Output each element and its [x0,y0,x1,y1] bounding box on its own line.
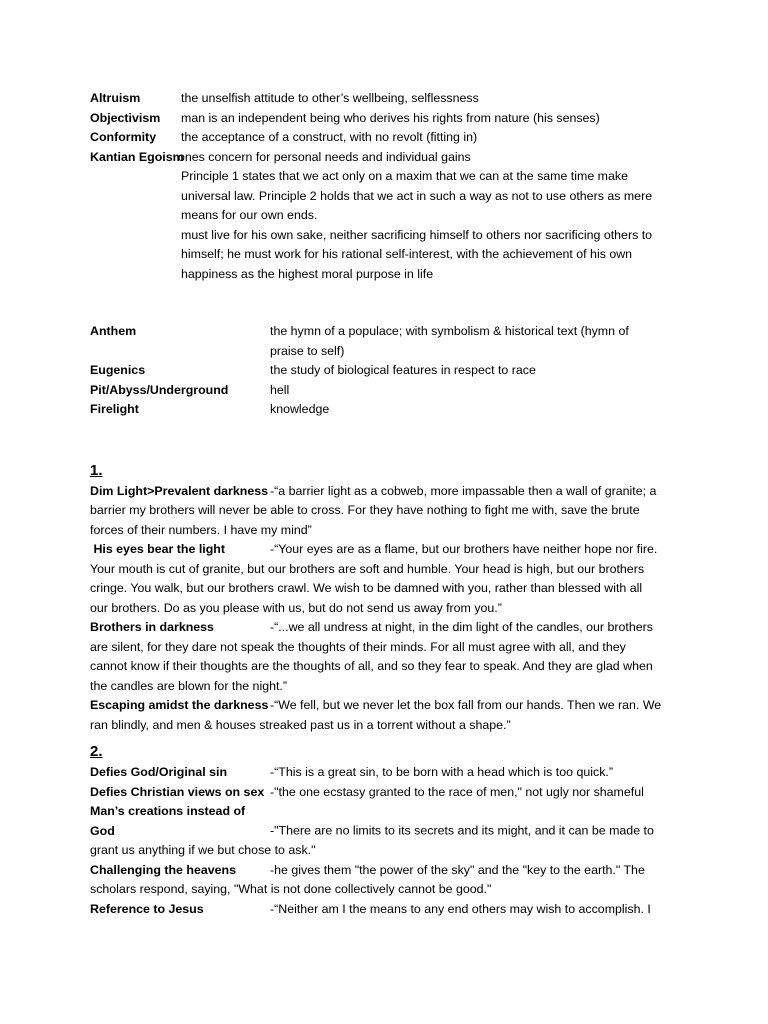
quote-line: -he gives them "the power of the sky" and the "key to the earth." The [270,862,645,877]
glossary-row [90,400,680,420]
glossary-term: Altruism [90,91,141,105]
quote-entry [90,900,680,920]
glossary-term: Eugenics [90,363,146,377]
section-number: 1. [90,461,103,479]
quote-line: -"the one ecstasy granted to the race of men," not ugly nor shameful [270,784,644,799]
entry-label: Escaping amidst the darkness [90,698,269,712]
quote-line: scholars respond, saying, "What is not done collectively cannot be good." [90,882,492,896]
glossary-b [90,322,680,420]
kantian-line: must live for his own sake, neither sacrificing himself to others nor sacrificing others to [181,227,653,242]
entry-label: Man’s creations instead of God [90,804,246,838]
glossary-term: Pit/Abyss/Underground [90,382,229,397]
glossary-definition: the study of biological features in respect to race [270,363,536,377]
glossary-term: Conformity [90,130,157,144]
glossary-row [90,361,680,381]
entry-label: Defies God/Original sin [90,765,228,779]
entry-label: Defies Christian views on sex [90,784,265,799]
kantian-line: Principle 1 states that we act only on a maxim that we can at the same time make [181,169,628,183]
glossary-term: Kantian Egoism [90,149,184,164]
section-number: 2. [90,743,103,760]
quote-entry [90,763,680,783]
quote-line: cringe. You walk, but our brothers crawl. We wish to be damned with you, rather than blessed with all [90,581,643,595]
quote-line: -“a barrier light as a cobweb, more impassable then a wall of granite; a [270,483,657,498]
glossary-row [90,148,680,168]
quote-entry [90,696,680,735]
glossary-definition: ones concern for personal needs and individual gains [178,149,471,164]
glossary-row [90,109,680,129]
section-2 [90,763,680,919]
quote-line: our brothers. Do as you please with us, but do not send us away from you.” [90,600,502,615]
entry-label: His eyes bear the light [90,542,225,556]
entry-label: Challenging the heavens [90,862,236,877]
glossary-definition: knowledge [270,402,330,416]
kantian-line: himself; he must work for his rational self-interest, with the achievement of his own [181,247,633,261]
entry-label: Brothers in darkness [90,620,214,634]
quote-line: grant us anything if we but chose to ask." [90,843,316,857]
glossary-definition: the acceptance of a construct, with no revolt (fitting in) [181,130,478,144]
glossary-definition: the hymn of a populace; with symbolism & historical text (hymn of [270,324,629,338]
quote-line: Your mouth is cut of granite, but our brothers are soft and humble. Your head is high, but our brothers [90,561,645,576]
quote-line: forces of their numbers. I have my mind” [90,522,312,537]
quote-line: ran blindly, and men & houses streaked past us in a torrent without a shape.” [90,717,511,732]
glossary-definition-continued: praise to self) [270,343,345,358]
quote-line: -“Your eyes are as a flame, but our brothers have neither hope nor fire. [270,542,658,556]
quote-entry [90,482,680,541]
quote-line: -“We fell, but we never let the box fall from our hands. Then we ran. We [270,698,662,712]
quote-line: are silent, for they dare not speak the thoughts of their minds. For all must agree with all, and they [90,639,626,654]
glossary-definition: man is an independent being who derives his rights from nature (his senses) [181,110,600,125]
kantian-line: means for our own ends. [181,208,318,222]
quote-entry [90,783,680,803]
glossary-row [90,381,680,401]
entry-label: Reference to Jesus [90,901,204,916]
quote-entry [90,618,680,696]
quote-entry [90,861,680,900]
quote-line: -“...we all undress at night, in the dim light of the candles, our brothers [270,620,653,634]
quote-line: -“Neither am I the means to any end others may wish to accomplish. I [270,901,651,916]
glossary-definition: hell [270,382,290,397]
section-1 [90,482,680,736]
glossary-term: Anthem [90,324,137,338]
quote-entry [90,540,680,618]
kantian-line: universal law. Principle 2 holds that we act in such a way as not to use others as mere [181,188,653,203]
entry-label: Dim Light>Prevalent darkness [90,483,269,498]
quote-line: -“This is a great sin, to be born with a head which is too quick.” [270,765,613,779]
kantian-line: happiness as the highest moral purpose in life [181,266,434,281]
glossary-term: Firelight [90,402,139,416]
document-page [90,89,680,919]
glossary-row [90,89,680,109]
glossary-row [90,322,680,342]
quote-line: cannot know if their thoughts are the thoughts of all, and so they fear to speak. And they are glad when [90,659,653,673]
quote-line: barrier my brothers will never be able to cross. For they have nothing to fight me with, save the brute [90,503,640,517]
glossary-term: Objectivism [90,110,161,125]
glossary-row [90,128,680,148]
glossary-definition: the unselfish attitude to other’s wellbeing, selflessness [181,91,479,105]
quote-line: -"There are no limits to its secrets and its might, and it can be made to [270,823,654,838]
quote-line: the candles are blown for the night.” [90,678,287,693]
quote-entry [90,802,680,861]
glossary-a [90,89,680,284]
